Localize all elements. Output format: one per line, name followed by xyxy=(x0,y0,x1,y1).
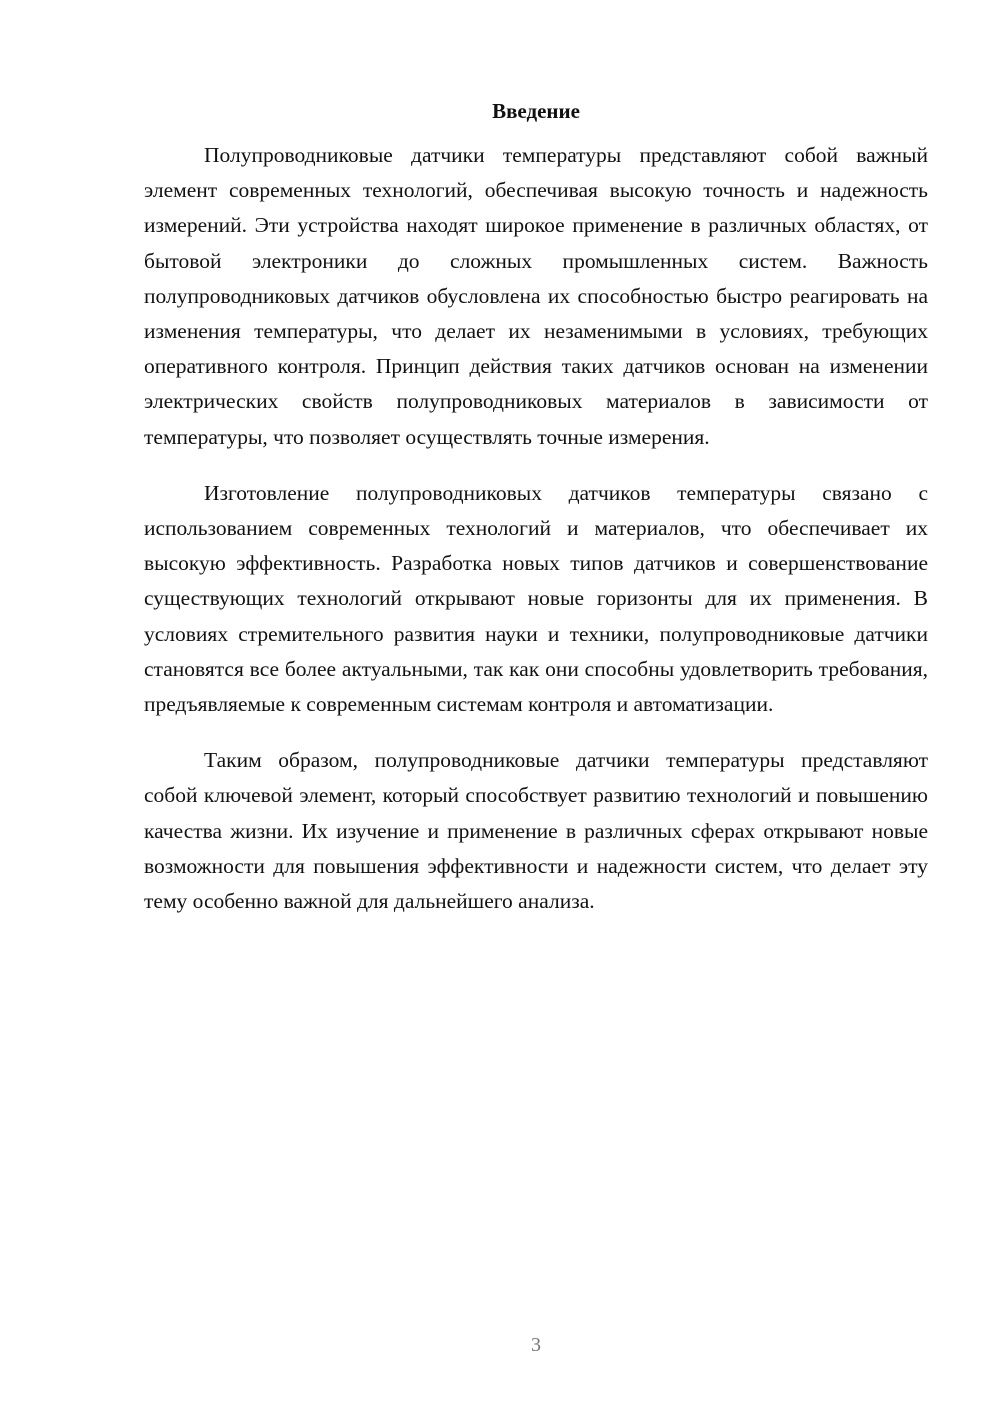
section-heading: Введение xyxy=(492,99,580,123)
paragraph-1: Полупроводниковые датчики температуры представляют собой важный элемент современных технологий, обеспечивая высокую точность и надежность измерений. Эти устройства находят широкое применение в различных областях, от бытовой электроники до сложных промышленных систем. Важность полупроводниковых датчиков обусловлена их способностью быстро реагировать на изменения температуры, что делает их незаменимыми в условиях, требующих оперативного контроля. Принцип действия таких датчиков основан на изменении электрических свойств полупроводниковых материалов в зависимости от температуры, что позволяет осуществлять точные измерения. xyxy=(144,143,928,449)
page-number: 3 xyxy=(531,1334,541,1356)
paragraph-2: Изготовление полупроводниковых датчиков температуры связано с использованием современных технологий и материалов, что обеспечивает их высокую эффективность. Разработка новых типов датчиков и совершенствование существующих технологий открывают новые горизонты для их применения. В условиях стремительного развития науки и техники, полупроводниковые датчики становятся все более актуальными, так как они способны удовлетворить требования, предъявляемые к современным системам контроля и автоматизации. xyxy=(144,480,928,717)
paragraph-3: Таким образом, полупроводниковые датчики температуры представляют собой ключевой элемент, который способствует развитию технологий и повышению качества жизни. Их изучение и применение в различных сферах открывают новые возможности для повышения эффективности и надежности систем, что делает эту тему особенно важной для дальнейшего анализа. xyxy=(144,748,928,914)
page-content xyxy=(144,96,928,940)
